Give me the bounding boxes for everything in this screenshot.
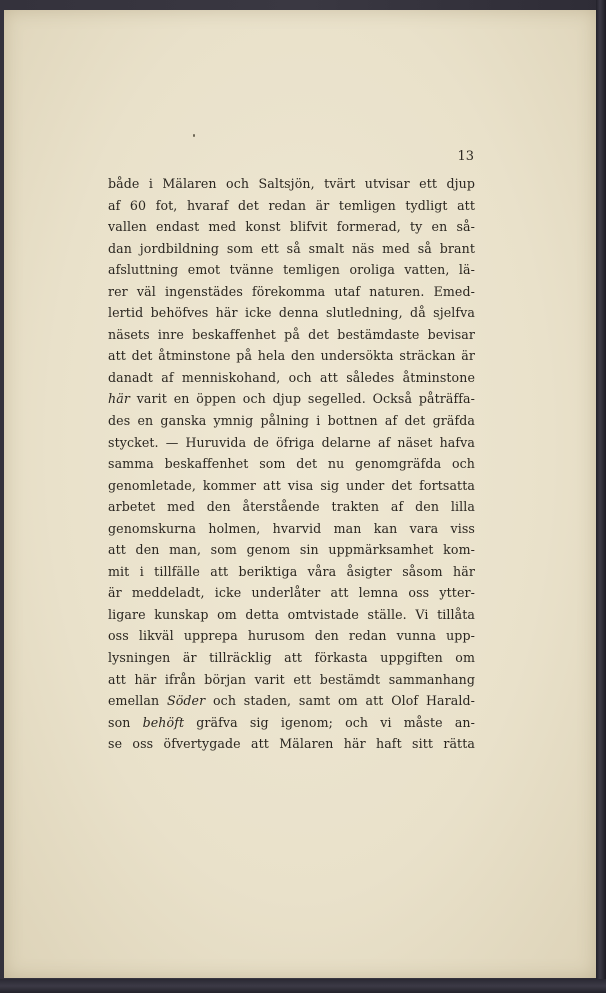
text-segment: genomletade, kommer att visa sig under det fortsatta <box>108 477 475 493</box>
text-line <box>108 388 475 410</box>
page-number: 13 <box>457 149 474 164</box>
text-line <box>108 582 475 604</box>
text-segment: stycket. — Huruvida de öfriga delarne af näset hafva <box>108 434 475 450</box>
italic-segment: här <box>108 391 130 407</box>
text-line <box>108 302 475 324</box>
text-segment: genomskurna holmen, hvarvid man kan vara viss <box>108 520 475 536</box>
text-line <box>108 625 475 647</box>
text-line <box>108 238 475 260</box>
text-segment: näsets inre beskaffenhet på det bestämdaste bevisar <box>108 326 475 342</box>
text-line <box>108 561 475 583</box>
text-segment: se oss öfvertygade att Mälaren här haft sitt rätta <box>108 736 475 752</box>
text-segment: oss likväl upprepa hurusom den redan vunna upp- <box>108 628 475 644</box>
text-line <box>108 604 475 626</box>
paper-page <box>4 10 596 978</box>
text-line <box>108 216 475 238</box>
text-line <box>108 453 475 475</box>
italic-segment: Söder <box>166 693 206 709</box>
text-segment: lertid behöfves här icke denna slutledning, då sjelfva <box>108 305 475 321</box>
text-segment: är meddeladt, icke underlåter att lemna oss ytter- <box>108 585 475 601</box>
text-segment: gräfva sig igenom; och vi måste an- <box>184 714 475 730</box>
text-line <box>108 324 475 346</box>
text-line <box>108 173 475 195</box>
text-line <box>108 669 475 691</box>
text-line <box>108 733 475 755</box>
text-segment: ligare kunskap om detta omtvistade ställe. Vi tillåta <box>108 606 475 622</box>
text-line <box>108 410 475 432</box>
text-line <box>108 367 475 389</box>
text-line <box>108 195 475 217</box>
text-line <box>108 539 475 561</box>
book-edge-right <box>596 0 606 993</box>
text-segment: både i Mälaren och Saltsjön, tvärt utvisar ett djup <box>108 176 475 191</box>
text-segment: att det åtminstone på hela den undersökta sträckan är <box>108 348 475 364</box>
text-line <box>108 345 475 367</box>
text-segment: att här ifrån början varit ett bestämdt sammanhang <box>108 671 475 687</box>
text-line <box>108 281 475 303</box>
text-segment: varit en öppen och djup segelled. Också påträffa- <box>129 391 475 407</box>
text-segment: dan jordbildning som ett så smalt näs med så brant <box>108 240 475 256</box>
text-line <box>108 647 475 669</box>
text-line <box>108 518 475 540</box>
ink-speck <box>193 134 195 137</box>
text-line <box>108 259 475 281</box>
text-segment: arbetet med den återstående trakten af den lilla <box>108 499 475 515</box>
text-segment: samma beskaffenhet som det nu genomgräfda och <box>108 456 475 472</box>
text-line <box>108 496 475 518</box>
text-segment: danadt af menniskohand, och att således åtminstone <box>108 369 475 385</box>
text-segment: afsluttning emot tvänne temligen oroliga vatten, lä- <box>108 262 475 278</box>
text-segment: att den man, som genom sin uppmärksamhet kom- <box>108 542 475 558</box>
text-segment: mit i tillfälle att beriktiga våra åsigter såsom här <box>108 563 475 579</box>
text-segment: af 60 fot, hvaraf det redan är temligen tydligt att <box>108 197 475 213</box>
text-segment: lysningen är tillräcklig att förkasta uppgiften om <box>108 650 475 666</box>
text-line <box>108 432 475 454</box>
text-line <box>108 712 475 734</box>
text-segment: son <box>108 714 143 730</box>
text-segment: vallen endast med konst blifvit formerad, ty en så- <box>108 219 475 235</box>
italic-segment: behöft <box>142 714 185 730</box>
text-segment: rer väl ingenstädes förekomma utaf naturen. Emed- <box>108 283 475 299</box>
text-line <box>108 690 475 712</box>
text-segment: och staden, samt om att Olof Harald- <box>205 693 475 709</box>
book-edge-bottom <box>0 979 606 993</box>
text-segment: des en ganska ymnig pålning i bottnen af det gräfda <box>108 413 475 429</box>
body-text <box>108 173 475 755</box>
text-line <box>108 475 475 497</box>
text-segment: emellan <box>108 693 167 709</box>
